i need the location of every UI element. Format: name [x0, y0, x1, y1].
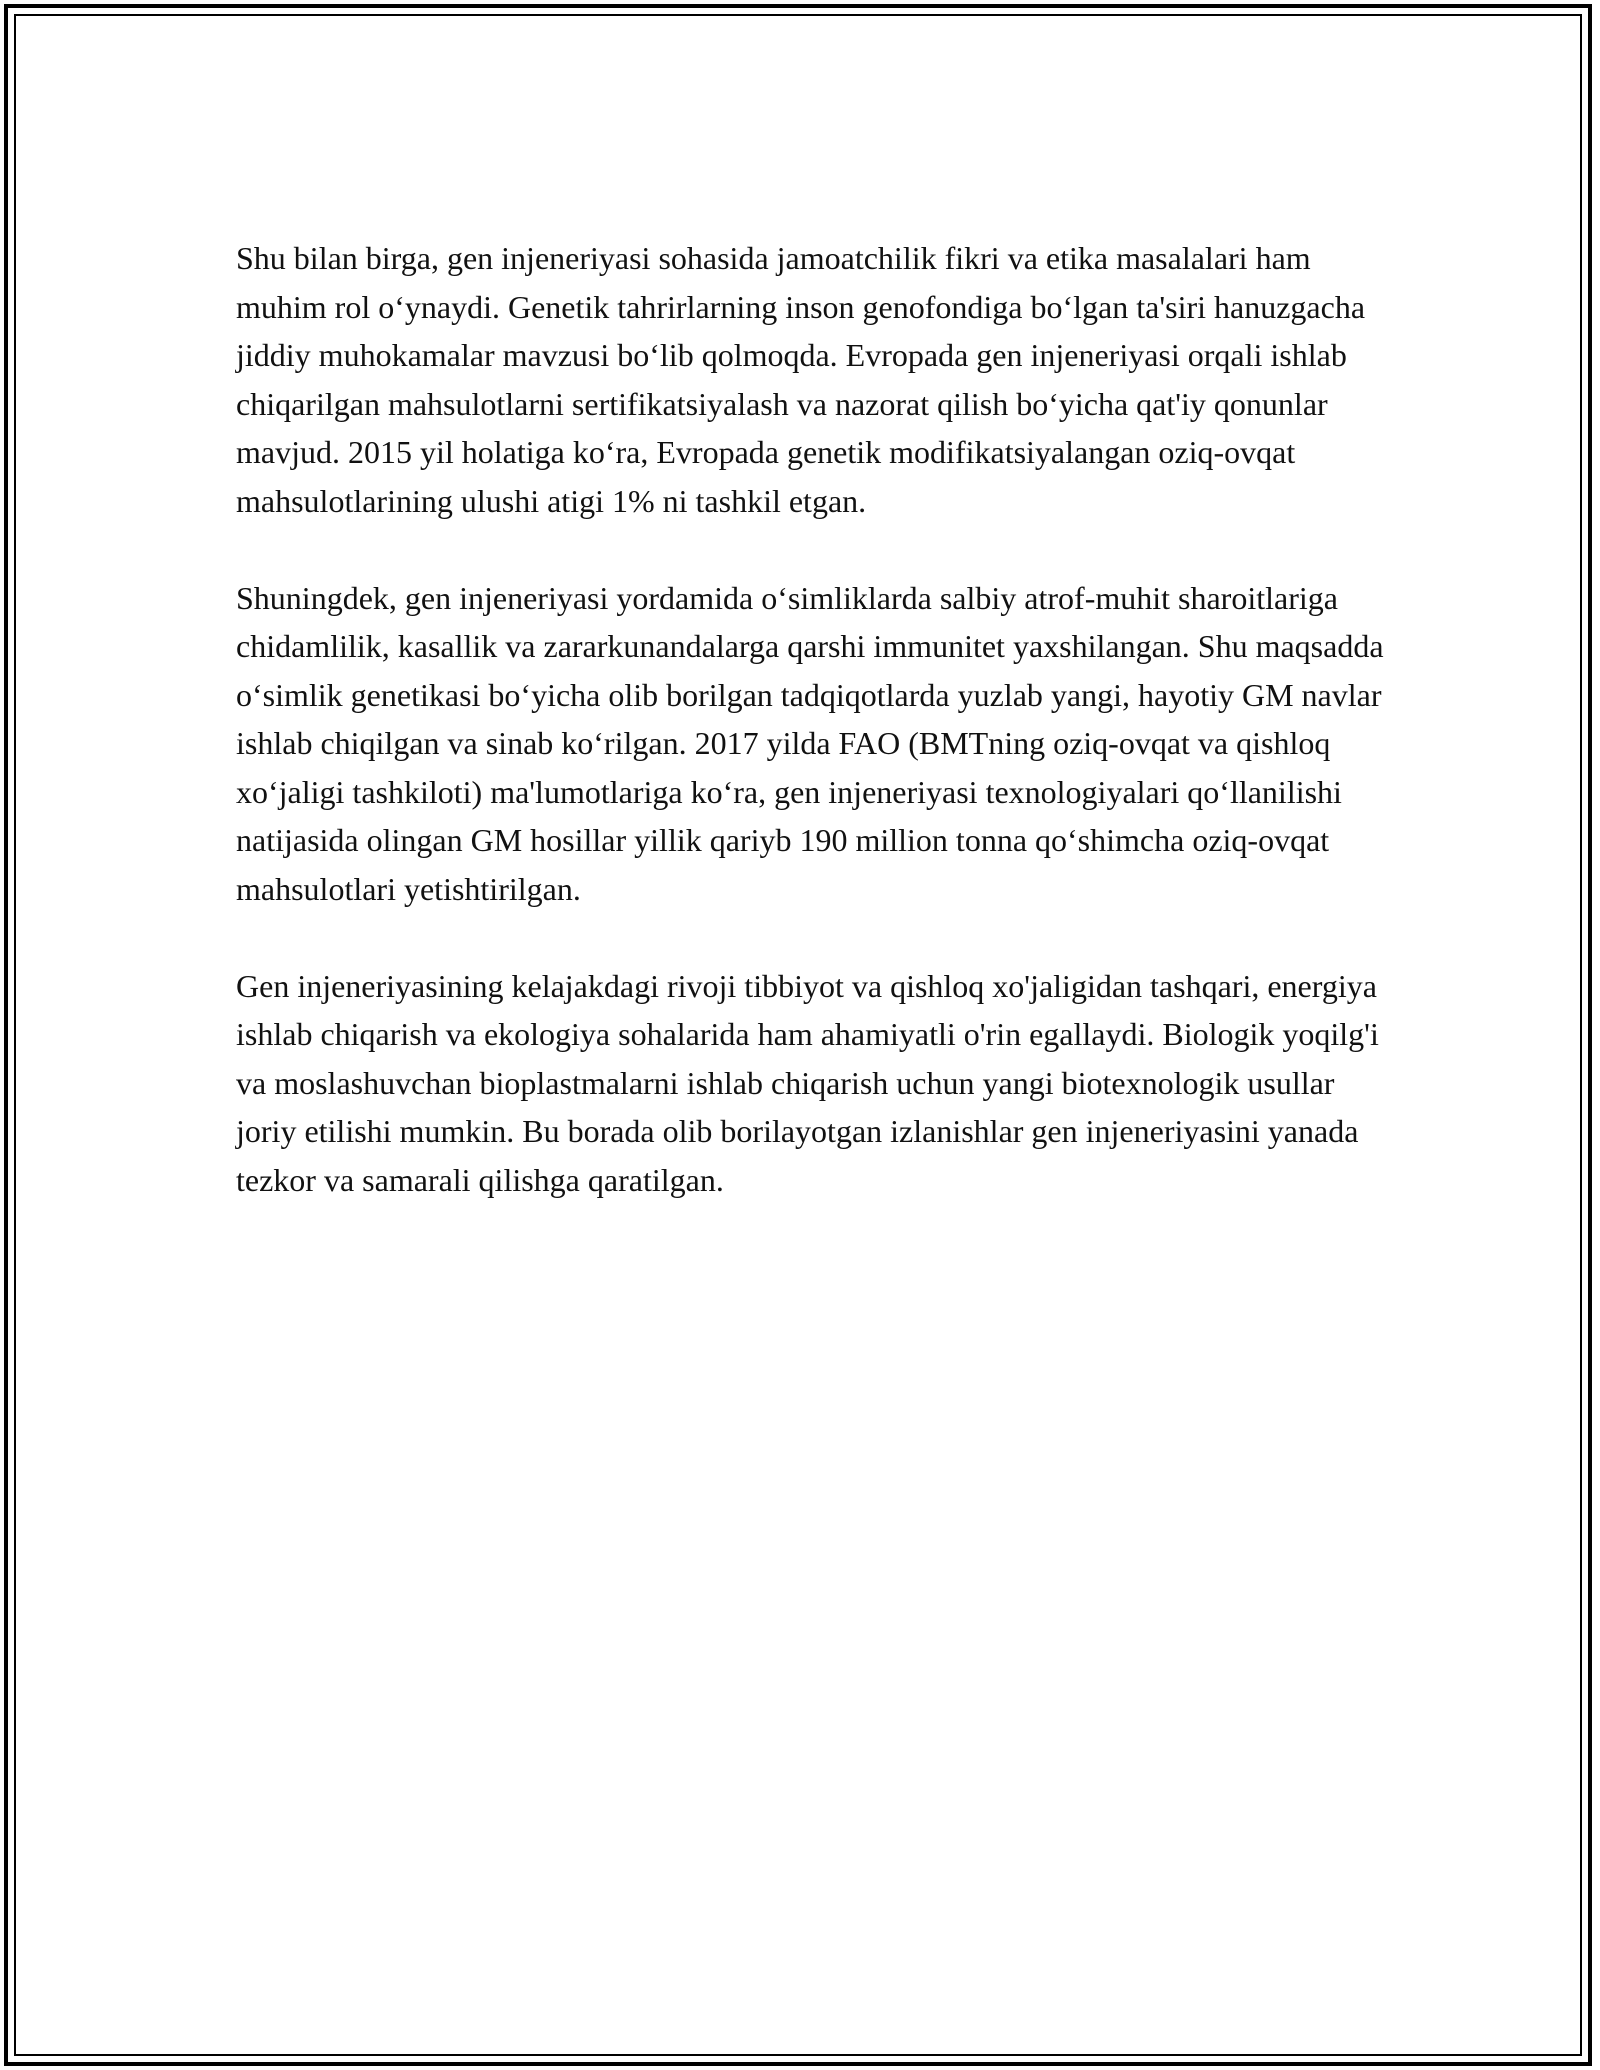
paragraph-2: Shuningdek, gen injeneriyasi yordamida o‘simliklarda salbiy atrof-muhit sharoitlariga chidamlilik, kasallik va zararkunandalarga qarshi immunitet yaxshilangan. Shu maqsadda o‘simlik genetikasi bo‘yicha olib borilgan tadqiqotlarda yuzlab yangi, hayotiy GM navlar ishlab chiqilgan va sinab ko‘rilgan. 2017 yilda FAO (BMTning oziq-ovqat va qishloq xo‘jaligi tashkiloti) ma'lumotlariga ko‘ra, gen injeneriyasi texnologiyalari qo‘llanilishi natijasida olingan GM hosillar yillik qariyb 190 million tonna qo‘shimcha oziq-ovqat mahsulotlari yetishtirilgan. [236, 579, 1384, 907]
paragraph-1: Shu bilan birga, gen injeneriyasi sohasida jamoatchilik fikri va etika masalalari ham muhim rol o‘ynaydi. Genetik tahrirlarning inson genofondiga bo‘lgan ta'siri hanuzgacha jiddiy muhokamalar mavzusi bo‘lib qolmoqda. Evropada gen injeneriyasi orqali ishlab chiqarilgan mahsulotlarni sertifikatsiyalash va nazorat qilish bo‘yicha qat'iy qonunlar mavjud. 2015 yil holatiga ko‘ra, Evropada genetik modifikatsiyalangan oziq-ovqat mahsulotlarining ulushi atigi 1% ni tashkil etgan. [236, 240, 1366, 519]
document-body [236, 234, 1386, 1253]
paragraph-3: Gen injeneriyasining kelajakdagi rivoji tibbiyot va qishloq xo'jaligidan tashqari, energiya ishlab chiqarish va ekologiya sohalarida ham ahamiyatli o'rin egallaydi. Biologik yoqilg'i va moslashuvchan bioplastmalarni ishlab chiqarish uchun yangi biotexnologik usullar joriy etilishi mumkin. Bu borada olib borilayotgan izlanishlar gen injeneriyasini yanada tezkor va samarali qilishga qaratilgan. [236, 967, 1379, 1198]
